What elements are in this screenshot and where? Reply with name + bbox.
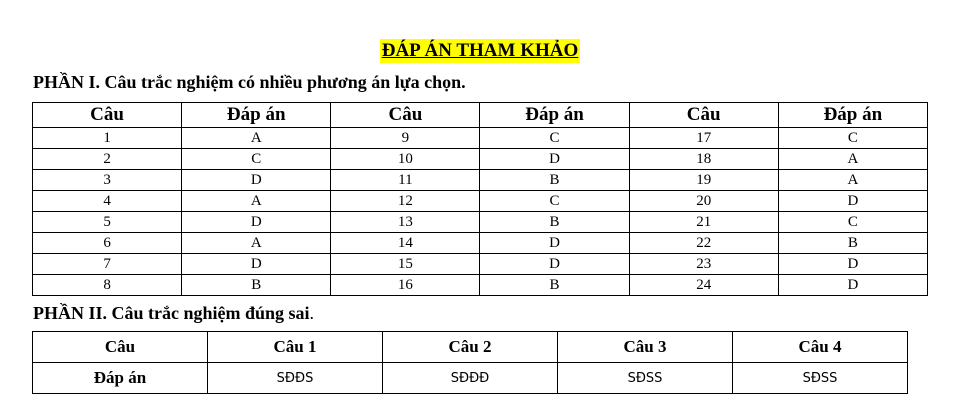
answer-cell: A — [182, 191, 331, 212]
column-header: Câu 2 — [383, 332, 558, 363]
answer-cell: A — [778, 149, 927, 170]
question-number-cell: 21 — [629, 212, 778, 233]
question-number-cell: 23 — [629, 254, 778, 275]
column-header: Câu 1 — [208, 332, 383, 363]
question-number-cell: 13 — [331, 212, 480, 233]
answer-cell: C — [778, 212, 927, 233]
table-header-row — [33, 103, 928, 128]
question-number-cell: 22 — [629, 233, 778, 254]
column-header: Câu 4 — [733, 332, 908, 363]
answer-cell: B — [480, 275, 629, 296]
answer-cell: SĐSS — [733, 363, 908, 394]
part2-heading-period: . — [309, 303, 315, 323]
question-number-cell: 15 — [331, 254, 480, 275]
part2-heading-text: PHẦN II. Câu trắc nghiệm đúng sai — [33, 303, 310, 323]
table-row — [33, 191, 928, 212]
answer-cell: A — [778, 170, 927, 191]
question-number-cell: 10 — [331, 149, 480, 170]
answer-cell: SĐĐĐ — [383, 363, 558, 394]
question-number-cell: 4 — [33, 191, 182, 212]
question-number-cell: 1 — [33, 128, 182, 149]
row-header: Đáp án — [33, 363, 208, 394]
question-number-cell: 6 — [33, 233, 182, 254]
answer-cell: A — [182, 128, 331, 149]
answer-cell: C — [182, 149, 331, 170]
table-row — [33, 275, 928, 296]
table-row — [33, 363, 908, 394]
question-number-cell: 24 — [629, 275, 778, 296]
answer-cell: D — [480, 254, 629, 275]
answer-cell: C — [480, 128, 629, 149]
column-header: Câu — [33, 332, 208, 363]
question-number-cell: 18 — [629, 149, 778, 170]
answer-cell: A — [182, 233, 331, 254]
question-number-cell: 12 — [331, 191, 480, 212]
question-number-cell: 16 — [331, 275, 480, 296]
question-number-cell: 17 — [629, 128, 778, 149]
column-header: Câu 3 — [558, 332, 733, 363]
question-number-cell: 8 — [33, 275, 182, 296]
page-title: ĐÁP ÁN THAM KHẢO — [381, 40, 579, 61]
answer-cell: C — [778, 128, 927, 149]
question-number-cell: 11 — [331, 170, 480, 191]
answer-cell: D — [182, 212, 331, 233]
answer-cell: D — [778, 254, 927, 275]
question-number-cell: 7 — [33, 254, 182, 275]
part2-answer-table — [32, 331, 908, 394]
column-header: Đáp án — [182, 103, 331, 128]
table-row — [33, 212, 928, 233]
table-row — [33, 254, 928, 275]
answer-cell: D — [182, 170, 331, 191]
answer-cell: B — [182, 275, 331, 296]
answer-cell: B — [480, 170, 629, 191]
answer-cell: C — [480, 191, 629, 212]
answer-cell: D — [778, 275, 927, 296]
answer-cell: D — [480, 233, 629, 254]
column-header: Câu — [331, 103, 480, 128]
answer-cell: SĐSS — [558, 363, 733, 394]
part1-heading: PHẦN I. Câu trắc nghiệm có nhiều phương án lựa chọn. — [33, 72, 466, 92]
part2-heading — [33, 302, 314, 324]
answer-cell: SĐĐS — [208, 363, 383, 394]
table-row — [33, 170, 928, 191]
question-number-cell: 19 — [629, 170, 778, 191]
table-header-row — [33, 332, 908, 363]
question-number-cell: 3 — [33, 170, 182, 191]
question-number-cell: 14 — [331, 233, 480, 254]
column-header: Câu — [629, 103, 778, 128]
question-number-cell: 20 — [629, 191, 778, 212]
question-number-cell: 2 — [33, 149, 182, 170]
column-header: Câu — [33, 103, 182, 128]
question-number-cell: 9 — [331, 128, 480, 149]
answer-cell: D — [778, 191, 927, 212]
answer-cell: D — [182, 254, 331, 275]
answer-cell: B — [480, 212, 629, 233]
table-row — [33, 233, 928, 254]
question-number-cell: 5 — [33, 212, 182, 233]
answer-cell: B — [778, 233, 927, 254]
table-row — [33, 149, 928, 170]
answer-cell: D — [480, 149, 629, 170]
table-row — [33, 128, 928, 149]
part1-answer-table — [32, 102, 928, 296]
column-header: Đáp án — [480, 103, 629, 128]
column-header: Đáp án — [778, 103, 927, 128]
